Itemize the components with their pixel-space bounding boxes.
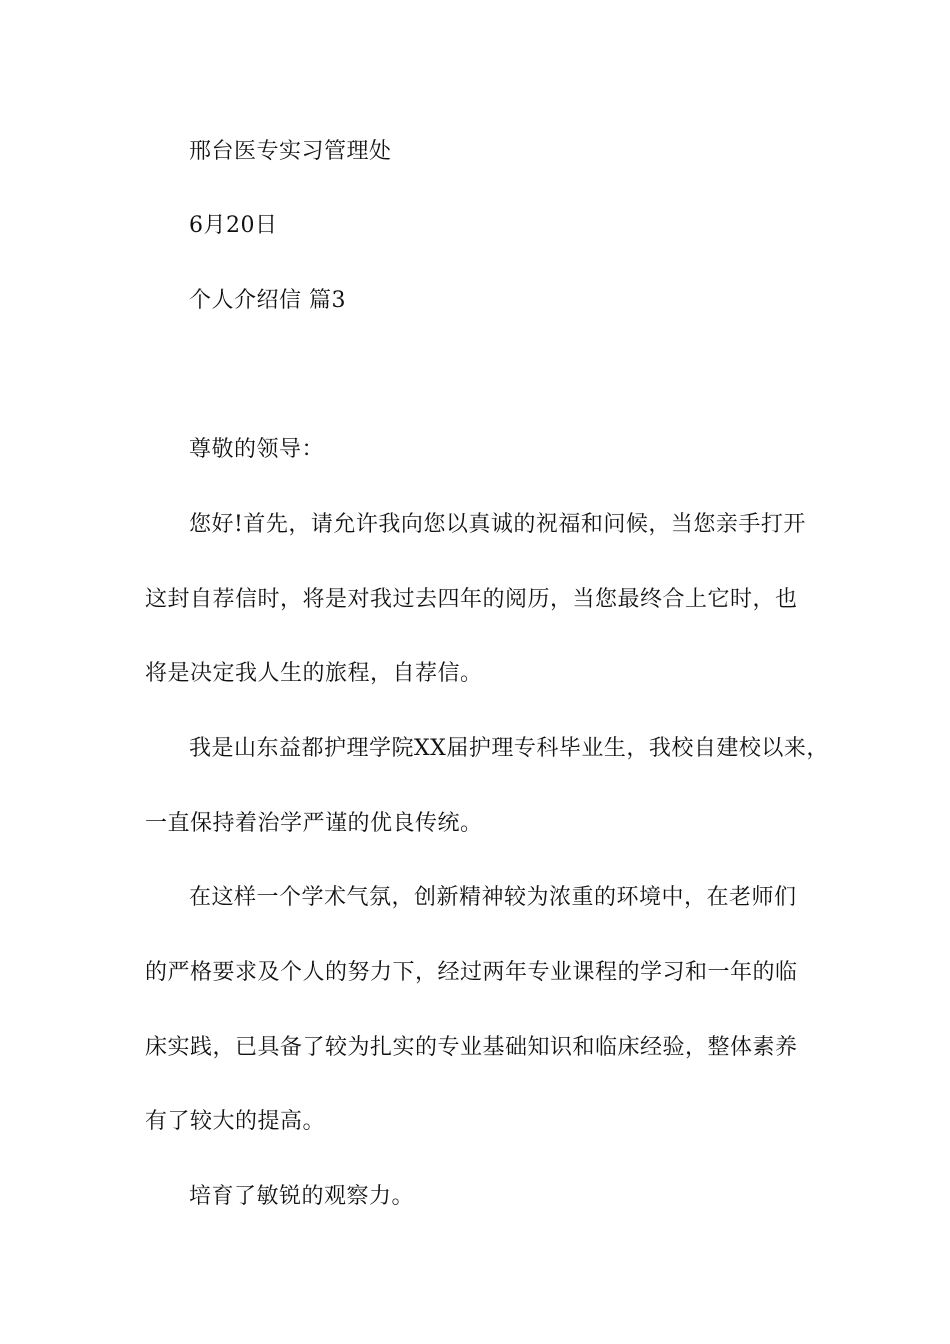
letter-heading: 个人介绍信 篇3 (189, 288, 346, 313)
paragraph-line: 的严格要求及个人的努力下，经过两年专业课程的学习和一年的临 (145, 960, 798, 985)
org-line: 邢台医专实习管理处 (189, 139, 392, 164)
paragraph-line: 在这样一个学术气氛，创新精神较为浓重的环境中，在老师们 (189, 885, 797, 910)
paragraph-line: 这封自荐信时，将是对我过去四年的阅历，当您最终合上它时，也 (145, 587, 798, 612)
paragraph-line: 您好!首先，请允许我向您以真诚的祝福和问候，当您亲手打开 (189, 512, 806, 537)
paragraph-line: 有了较大的提高。 (145, 1109, 326, 1134)
paragraph-line: 将是决定我人生的旅程，自荐信。 (145, 661, 483, 686)
paragraph-line: 床实践，已具备了较为扎实的专业基础知识和临床经验，整体素养 (145, 1035, 798, 1060)
paragraph-line: 一直保持着治学严谨的优良传统。 (145, 811, 483, 836)
paragraph-line: 我是山东益都护理学院XX届护理专科毕业生，我校自建校以来， (189, 736, 829, 761)
date-line: 6月20日 (189, 213, 278, 238)
paragraph-line: 培育了敏锐的观察力。 (189, 1184, 415, 1209)
salutation: 尊敬的领导： (189, 437, 325, 462)
